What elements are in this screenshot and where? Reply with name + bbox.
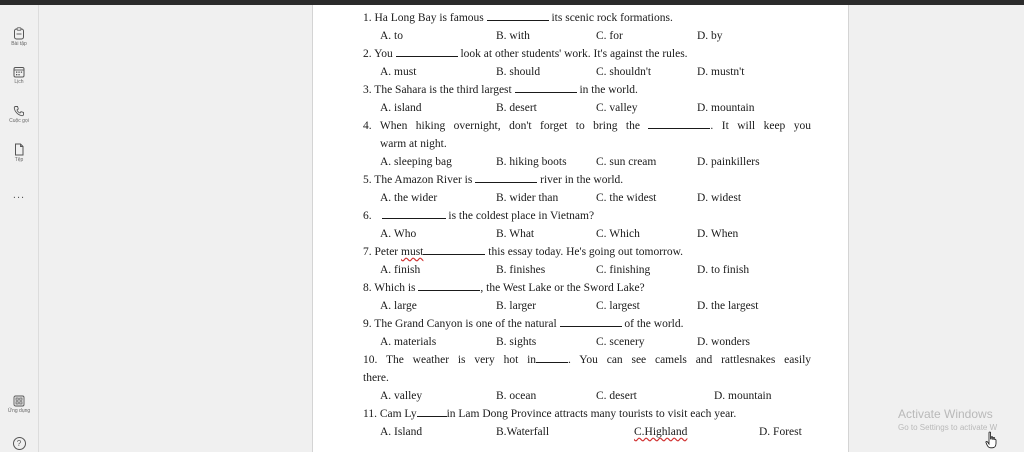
exercise-list [363,9,811,441]
question-number: 10. [363,354,378,366]
sidebar-item-label: Lịch [14,79,24,85]
question-text: river in the world. [540,174,624,186]
watermark-title: Activate Windows [898,407,993,421]
option-c: C. valley [596,102,638,114]
answer-blank [487,10,549,21]
sidebar-item-label: Cuộc gọi [9,118,29,124]
sidebar-item-calls[interactable] [0,105,38,125]
sidebar-more-button[interactable] [0,185,38,203]
sidebar-item-apps[interactable] [0,395,38,415]
question-text: Cam Ly [379,408,417,420]
option-b: B. larger [496,300,537,312]
app-sidebar [0,5,39,452]
option-a: A. valley [380,390,423,402]
file-icon [13,143,25,156]
question-number: 1. [363,12,372,24]
question-text: The Grand Canyon is one of the natural [374,318,557,330]
option-c: C. desert [596,390,637,402]
options-row [363,387,811,405]
answer-blank [417,406,447,417]
question-text: Which is [374,282,416,294]
calendar-icon [13,66,25,78]
sidebar-item-label: Ứng dụng [7,408,31,414]
question-text: in Lam Dong Province attracts many tourists to visit each year. [446,408,737,420]
answer-blank [418,280,480,291]
question-number: 4. [363,120,372,132]
question-number: 5. [363,174,372,186]
help-button[interactable] [0,433,38,451]
assignment-icon [13,27,25,40]
option-b: B. What [496,228,535,240]
option-d: D. mountain [697,102,755,114]
answer-blank [382,208,446,219]
question-text: warm at night. [380,138,447,150]
option-a: A. to [380,30,403,42]
question-1 [363,9,811,27]
option-c: C. sun cream [596,156,657,168]
question-11 [363,405,811,423]
question-number: 7. [363,246,372,258]
option-c: C. Which [596,228,640,240]
question-number: 11. [363,408,377,420]
option-a: A. Who [380,228,417,240]
question-3 [363,81,811,99]
options-row [363,225,811,243]
option-d: D. wonders [697,336,751,348]
question-4 [363,117,811,135]
options-row [363,63,811,81]
option-d: D. mustn't [697,66,745,78]
question-text: When hiking overnight, don't forget to bring the [379,120,640,132]
option-c: C.Highland [634,426,688,438]
help-label: ? [16,439,22,448]
option-a: A. large [380,300,417,312]
question-text: this essay today. He's going out tomorrow. [488,246,684,258]
question-10-continued [363,369,811,387]
option-b: B. hiking boots [496,156,567,168]
question-2 [363,45,811,63]
question-text: is the coldest place in Vietnam? [448,210,595,222]
option-d: D. to finish [697,264,750,276]
question-text: in the world. [579,84,638,96]
options-row [363,261,811,279]
sidebar-item-label: Bài tập [11,41,27,47]
watermark-subtitle: Go to Settings to activate W [898,423,998,432]
answer-blank [560,316,622,327]
question-9 [363,315,811,333]
answer-blank [475,172,537,183]
option-c: C. for [596,30,623,42]
option-d: D. painkillers [697,156,760,168]
option-a: A. materials [380,336,437,348]
question-text: . You can see camels and rattlesnakes easily [568,354,812,366]
option-c: C. scenery [596,336,645,348]
options-row [363,99,811,117]
options-row [363,333,811,351]
question-text: its scenic rock formations. [551,12,673,24]
options-row [363,27,811,45]
option-b: B. wider than [496,192,559,204]
question-6 [363,207,811,225]
option-d: D. widest [697,192,742,204]
option-d: D. Forest [759,426,802,438]
question-text: . It will keep you [710,120,812,132]
answer-blank [396,46,458,57]
question-text: Ha Long Bay is famous [374,12,484,24]
option-c: C. largest [596,300,640,312]
option-c: C. finishing [596,264,651,276]
option-b: B. finishes [496,264,546,276]
question-number: 9. [363,318,372,330]
answer-blank [423,244,485,255]
sidebar-item-calendar[interactable] [0,66,38,86]
option-b: B. ocean [496,390,537,402]
answer-blank [648,118,710,129]
question-number: 2. [363,48,372,60]
option-a: A. finish [380,264,421,276]
option-a: A. sleeping bag [380,156,452,168]
option-a: A. island [380,102,422,114]
hand-cursor-icon [985,431,997,449]
question-text: The weather is very hot in [385,354,537,366]
question-8 [363,279,811,297]
question-text: The Sahara is the third largest [374,84,512,96]
question-text: , the West Lake or the Sword Lake? [480,282,645,294]
activate-windows-watermark [898,407,997,432]
question-text: look at other students' work. It's against the rules. [460,48,688,60]
question-text: of the world. [624,318,684,330]
question-4-continued [363,135,811,153]
options-row [363,153,811,171]
option-d: D. When [697,228,739,240]
more-icon: ... [12,189,26,201]
question-number: 6. [363,210,372,222]
question-10 [363,351,811,369]
option-b: B. desert [496,102,537,114]
question-number: 8. [363,282,372,294]
question-7 [363,243,811,261]
option-b: B.Waterfall [496,426,550,438]
question-text: Peter [374,246,399,258]
option-b: B. should [496,66,541,78]
option-a: A. must [380,66,417,78]
sidebar-item-assignments[interactable] [0,27,38,48]
answer-blank [536,352,568,363]
phone-icon [13,105,25,117]
sidebar-item-label: Tệp [14,157,24,163]
question-5 [363,171,811,189]
help-icon [13,437,26,450]
option-b: B. sights [496,336,537,348]
option-b: B. with [496,30,530,42]
option-a: A. the wider [380,192,438,204]
question-text: The Amazon River is [374,174,473,186]
option-d: D. the largest [697,300,759,312]
option-c: C. the widest [596,192,657,204]
option-d: D. by [697,30,723,42]
sidebar-item-files[interactable] [0,143,38,164]
document-page [312,5,849,452]
question-number: 3. [363,84,372,96]
answer-blank [515,82,577,93]
spellcheck-word: must [401,246,424,258]
question-text: there. [363,372,389,384]
options-row [363,297,811,315]
option-a: A. Island [380,426,423,438]
apps-icon [13,395,25,407]
question-text: You [374,48,393,60]
options-row [363,189,811,207]
options-row [363,423,811,441]
option-c: C. shouldn't [596,66,652,78]
option-d: D. mountain [714,390,772,402]
